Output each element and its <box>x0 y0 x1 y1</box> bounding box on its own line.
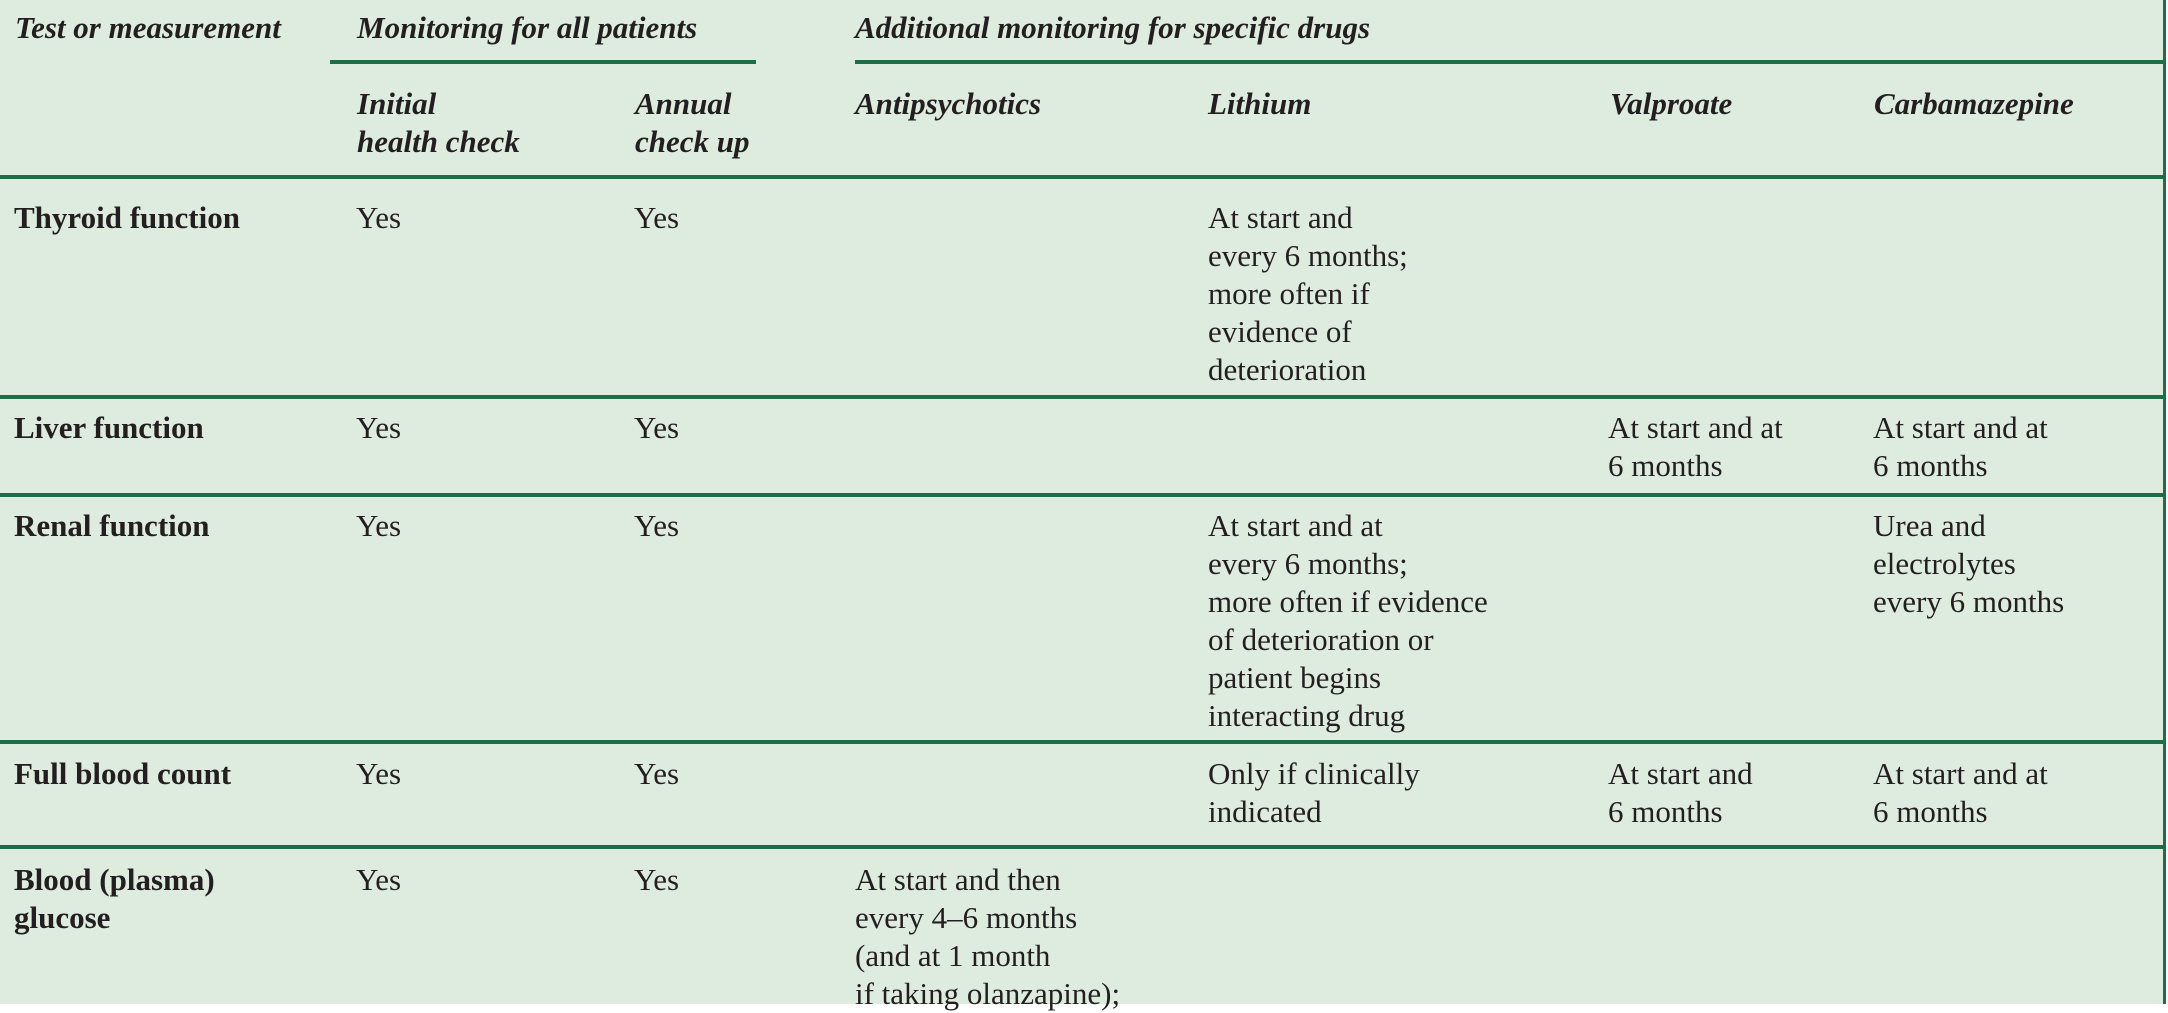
header-annual-check-up: Annual check up <box>635 86 750 159</box>
row-divider <box>0 395 2163 399</box>
row-divider <box>0 493 2163 497</box>
cell-lithium: At start and at every 6 months; more often if evidence of deterioration or patient begins interacting drug <box>1208 508 1488 733</box>
header-divider <box>0 175 2163 179</box>
cell-initial: Yes <box>356 410 402 445</box>
cell-carbamazepine: Urea and electrolytes every 6 months <box>1873 508 2065 619</box>
cell-antipsychotics: At start and then every 4–6 months (and at 1 month if taking olanzapine); <box>855 862 1121 1011</box>
header-group-specific-drugs: Additional monitoring for specific drugs <box>855 10 1371 45</box>
cell-carbamazepine: At start and at 6 months <box>1873 410 2048 483</box>
header-group-all-patients: Monitoring for all patients <box>357 10 698 45</box>
header-test-or-measurement: Test or measurement <box>15 10 281 45</box>
header-valproate: Valproate <box>1610 86 1733 121</box>
cell-annual: Yes <box>634 756 680 791</box>
table-right-border <box>2163 0 2166 1004</box>
cell-lithium: Only if clinically indicated <box>1208 756 1420 829</box>
row-label-liver-function: Liver function <box>14 410 204 445</box>
cell-valproate: At start and at 6 months <box>1608 410 1783 483</box>
cell-initial: Yes <box>356 862 402 897</box>
row-label-blood-plasma-glucose: Blood (plasma) glucose <box>14 862 215 935</box>
cell-initial: Yes <box>356 508 402 543</box>
row-label-renal-function: Renal function <box>14 508 210 543</box>
cell-initial: Yes <box>356 200 402 235</box>
cell-valproate: At start and 6 months <box>1608 756 1753 829</box>
header-lithium: Lithium <box>1208 86 1312 121</box>
row-divider <box>0 845 2163 849</box>
cell-annual: Yes <box>634 508 680 543</box>
cell-carbamazepine: At start and at 6 months <box>1873 756 2048 829</box>
header-antipsychotics: Antipsychotics <box>855 86 1042 121</box>
cell-annual: Yes <box>634 410 680 445</box>
cell-annual: Yes <box>634 200 680 235</box>
header-carbamazepine: Carbamazepine <box>1874 86 2074 121</box>
header-initial-health-check: Initial health check <box>357 86 520 159</box>
row-divider <box>0 740 2163 744</box>
group-underline-all-patients <box>330 60 756 64</box>
cell-annual: Yes <box>634 862 680 897</box>
group-underline-specific-drugs <box>855 60 2163 64</box>
cell-lithium: At start and every 6 months; more often if evidence of deterioration <box>1208 200 1408 387</box>
cell-initial: Yes <box>356 756 402 791</box>
row-label-thyroid-function: Thyroid function <box>14 200 240 235</box>
row-label-full-blood-count: Full blood count <box>14 756 232 791</box>
